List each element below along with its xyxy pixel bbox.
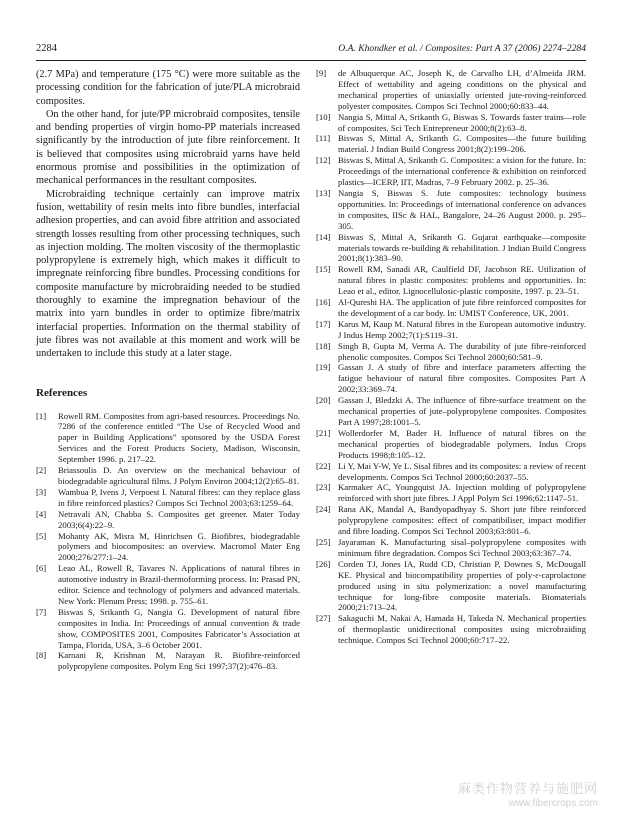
- running-title: O.A. Khondker et al. / Composites: Part A 37 (2006) 2274–2284: [338, 43, 586, 54]
- reference-text: Mohanty AK, Misra M, Hinrichsen G. Biofibres, biodegradable polymers and biocomposites: an overview. Macromol Mater Eng 2000;276/277:1–24.: [58, 530, 300, 563]
- reference-item: [316, 559, 586, 614]
- reference-text: Biswas S, Srikanth G, Nangia G. Development of natural fibre composites in India. In: Proceedings of annual convention & trade show, COMPOSITES 2001, Composites Fabricator’s Association at Tampa, Florida, USA, 3–6 October 2001.: [58, 606, 300, 650]
- reference-text: Nangia S, Mittal A, Srikanth G, Biswas S. Towards faster trains—role of composites. Sci Tech Entrepreneur 2000;8(2):63–8.: [338, 111, 586, 133]
- reference-number: [16]: [316, 297, 331, 308]
- reference-number: [2]: [36, 465, 47, 476]
- reference-item: [316, 188, 586, 232]
- reference-item: [316, 613, 586, 646]
- reference-text: Karus M, Kaup M. Natural fibres in the European automotive industry. J Indus Hemp 2002;7(1):S119–31.: [338, 318, 586, 340]
- reference-item: [36, 650, 300, 672]
- watermark-url: www.fibercrops.com: [508, 798, 598, 809]
- reference-text: Sakaguchi M, Nakai A, Hamada H, Takeda N. Mechanical properties of thermoplastic unidirectional composites using microbraiding technique. Compos Sci Technol 2000;60:717–22.: [338, 613, 586, 646]
- reference-item: [316, 461, 586, 483]
- reference-text: Netravali AN, Chabba S. Composites get greener. Mater Today 2003;6(4):22–9.: [58, 508, 300, 530]
- reference-number: [25]: [316, 536, 331, 547]
- reference-text: Wollerdorfer M, Bader H. Influence of natural fibres on the mechanical properties of biodegradable polymers. Indus Crops Products 1998;8:105–12.: [338, 427, 586, 460]
- reference-number: [4]: [36, 508, 47, 519]
- reference-number: [13]: [316, 187, 331, 198]
- reference-number: [14]: [316, 231, 331, 242]
- left-column: [36, 68, 300, 672]
- reference-item: [316, 133, 586, 155]
- reference-number: [26]: [316, 558, 331, 569]
- reference-number: [11]: [316, 133, 331, 144]
- reference-text: Rowell RM. Composites from agri-based resources. Proceedings No. 7286 of the conference entitled “The Use of Recycled Wood and paper in Building Applications” sponsored by the USDA Forest Services and the Forest Products Society, Madison, Wisconsin, September 1996. p. 217–22.: [58, 410, 300, 465]
- reference-text: Gassan J, Bledzki A. The influence of fibre-surface treatment on the mechanical properties of jute–polypropylene composites. Composites Part A 1997;28:1001–5.: [338, 395, 586, 427]
- reference-item: [316, 341, 586, 363]
- reference-text: Leao AL, Rowell R, Tavares N. Applications of natural fibres in automotive industry in Brazil-thermoforming process. In: Prasad PN, editor. Science and technology of polymers and advanced materials. New York: Plenum Press; 1998. p. 755–61.: [58, 563, 300, 606]
- body-paragraph: (2.7 MPa) and temperature (175 °C) were more suitable as the processing condition for the fabrication of jute/PLA microbraid composites.: [36, 69, 300, 107]
- reference-item: [36, 531, 300, 564]
- reference-text: Karmaker AC, Youngquist JA. Injection molding of polypropylene reinforced with short jute fibres. J Appl Polym Sci 1996;62:1147–51.: [338, 482, 586, 504]
- reference-item: [316, 362, 586, 395]
- watermark-site-name: 麻类作物营养与施肥网: [457, 782, 598, 797]
- references-heading: References: [36, 386, 88, 399]
- reference-item: [316, 482, 586, 504]
- watermark: [458, 778, 598, 809]
- reference-item: [316, 264, 586, 297]
- reference-number: [3]: [36, 486, 47, 497]
- reference-text: de Albuquerque AC, Joseph K, de Carvalho LH, d’Almeida JRM. Effect of wettability and ageing conditions on the physical and mechanical properties of uniaxially oriented jute-roving-reinforced polyester composites. Compos Sci Technol 2000;60:833–44.: [338, 68, 586, 111]
- reference-item: [36, 465, 300, 487]
- reference-item: [316, 504, 586, 537]
- reference-number: [22]: [316, 460, 331, 471]
- reference-text: Wambua P, Ivens J, Verpoest I. Natural fibres: can they replace glass in fibre reinforced plastics? Compos Sci Technol 2003;63:1259–64.: [58, 486, 300, 508]
- reference-item: [316, 232, 586, 265]
- reference-text: Biswas S, Mittal A, Srikanth G. Gujarat earthquake—composite materials towards re-building & rehabilitation. J Indian Build Congress 2001;8(1):383–90.: [338, 231, 586, 264]
- page-number: 2284: [36, 43, 57, 54]
- reference-item: [316, 395, 586, 428]
- reference-item: [316, 297, 586, 319]
- reference-text: Jayaraman K. Manufacturing sisal–polypropylene composites with minimum fibre degradation. Compos Sci Technol 2003;63:367–74.: [338, 536, 586, 558]
- page-header: [36, 43, 586, 57]
- reference-text: Karnani R, Krishnan M, Narayan R. Biofibre-reinforced polypropylene composites. Polym Eng Sci 1997;37(2):476–83.: [58, 650, 300, 672]
- reference-text: Briassoulis D. An overview on the mechanical behaviour of biodegradable agricultural films. J Polym Environ 2004;12(2):65–81.: [58, 465, 300, 486]
- reference-number: [6]: [36, 563, 47, 574]
- reference-number: [20]: [316, 395, 331, 406]
- reference-item: [316, 112, 586, 134]
- reference-text: Al-Qureshi HA. The application of jute fibre reinforced composites for the development of a car body. In: UMIST Conference, UK, 2001.: [338, 297, 586, 318]
- reference-item: [316, 155, 586, 188]
- reference-text: Singh B, Gupta M, Verma A. The durability of jute fibre-reinforced phenolic composites. Compos Sci Technol 2000;60:581–9.: [338, 340, 586, 362]
- body-paragraph: On the other hand, for jute/PP microbraid composites, tensile and bending properties of virgin homo-PP materials increased significantly by the introduction of jute fibre reinforcement. It is believed that composites using microbraid yarns have held enormous promise and possibilities in the optimization of mechanical performances in the resultant composites.: [36, 108, 300, 187]
- reference-number: [5]: [36, 530, 47, 541]
- reference-text: Biswas S, Mittal A, Srikanth G. Composites—the future building material. J Indian Build Congress 2001;8(2):199–206.: [338, 133, 586, 155]
- reference-number: [18]: [316, 340, 331, 351]
- reference-item: [36, 563, 300, 607]
- references-list-right: [316, 68, 586, 646]
- references-list-left: [36, 411, 300, 673]
- right-column: [316, 68, 586, 646]
- reference-item: [316, 428, 586, 461]
- reference-number: [8]: [36, 650, 47, 661]
- reference-number: [23]: [316, 482, 331, 493]
- body-paragraph: Microbraiding technique certainly can improve matrix fusion, wettability of resin melts into fibre bundles, interfacial adhesion properties, and can avoid fibre attrition and associated strength losses resulting from other processing techniques, such as injection molding. The molten viscosity of the thermoplastic polypropylene is extremely high, which makes it difficult to impregnate reinforcing fibre bundles. Processing conditions for composite manufacture by microbraiding needed to be studied thoroughly to examine the impregnation behaviour of the matrix into yarn bundles in order to optimize fibre/matrix interfacial properties. Information on the thermal stability of jute fibres was not available at this moment and work will be undertaken to include this study at a later stage.: [36, 188, 300, 360]
- reference-text: Li Y, Mai Y-W, Ye L. Sisal fibres and its composites: a review of recent developments. Compos Sci Technol 2000;60:2037–55.: [338, 460, 586, 482]
- reference-item: [36, 411, 300, 466]
- reference-item: [36, 509, 300, 531]
- reference-text: Gassan J. A study of fibre and interface parameters affecting the fatigue behaviour of natural fibre composites. Composites Part A 2002;33:369–74.: [338, 362, 586, 395]
- reference-number: [1]: [36, 410, 47, 421]
- reference-text: Rana AK, Mandal A, Bandyopadhyay S. Short jute fibre reinforced polypropylene composites: effect of compatibiliser, impact modifier and fibre loading. Compos Sci Technol 2003;63:801–6.: [338, 504, 586, 537]
- reference-item: [316, 68, 586, 112]
- reference-item: [316, 319, 586, 341]
- reference-text: Corden TJ, Jones IA, Rudd CD, Christian P, Downes S, McDougall KE. Physical and biocompatibility properties of poly-ε-caprolactone produced using in situ polymerization: a novel manufacturing technique for long-fibre composite materials. Biomaterials 2000;21:713–24.: [338, 558, 586, 613]
- reference-item: [36, 607, 300, 651]
- reference-item: [36, 487, 300, 509]
- reference-number: [21]: [316, 427, 331, 438]
- reference-number: [10]: [316, 111, 331, 122]
- reference-text: Biswas S, Mittal A, Srikanth G. Composites: a vision for the future. In: Proceedings of the international conference & exhibition on reinforced plastics—ICERP, IIT, Madras, 7–9 February 2002. p. 25–36.: [338, 155, 586, 188]
- reference-number: [27]: [316, 613, 331, 624]
- reference-number: [19]: [316, 362, 331, 373]
- reference-number: [7]: [36, 606, 47, 617]
- reference-number: [17]: [316, 318, 331, 329]
- reference-text: Rowell RM, Sanadi AR, Caulfield DF, Jacobson RE. Utilization of natural fibres in plastic composites: problems and opportunities. In: Leao et al., editor. Lignocellulosic-plastic composite, 1997. p. 23–51.: [338, 264, 586, 297]
- reference-number: [9]: [316, 68, 327, 78]
- header-rule: [36, 60, 586, 61]
- reference-text: Nangia S, Biswas S. Jute composites: technology business opportunities. In: Proceedings of international conference on advances in composites, IISc & HAL, Bangalore, 24–26 August 2000. p. 295–305.: [338, 187, 586, 231]
- reference-number: [15]: [316, 264, 331, 275]
- reference-number: [24]: [316, 504, 331, 515]
- reference-number: [12]: [316, 155, 331, 166]
- reference-item: [316, 537, 586, 559]
